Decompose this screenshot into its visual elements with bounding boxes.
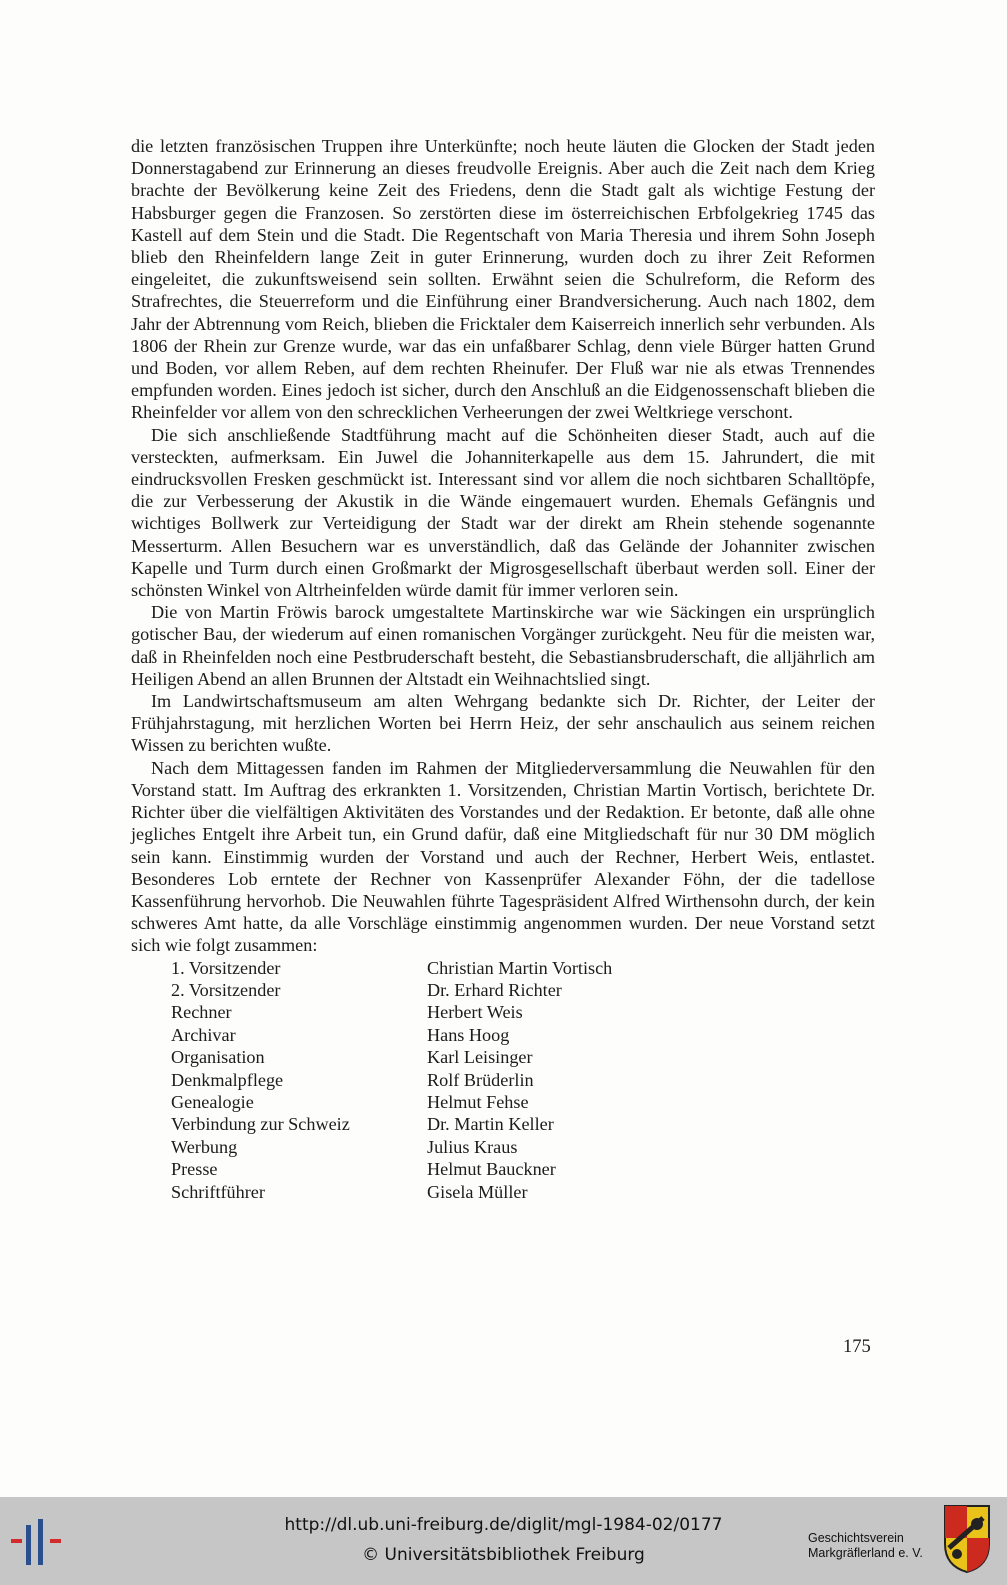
board-member-name: Christian Martin Vortisch (427, 957, 613, 978)
board-member-name: Helmut Bauckner (427, 1159, 556, 1180)
article-body (131, 135, 875, 1203)
publisher-name-line: Markgräflerland e. V. (808, 1546, 923, 1560)
board-member-name: Dr. Erhard Richter (427, 979, 562, 1000)
board-member-row (171, 1001, 875, 1023)
paragraph: die letzten französischen Truppen ihre Unterkünfte; noch heute läuten die Glocken der Stadt jeden Donnerstagabend zur Erinnerung an dieses freudvolle Ereignis. Aber auch die Zeit nach dem Krieg brachte der Bevölkerung keine Zeit des Friedens, denn die Stadt galt als wichtige Festung der Habsburger gegen die Franzosen. So zerstörten diese im österreichischen Erbfolgekrieg 1745 das Kastell auf dem Stein und die Stadt. Die Regentschaft von Maria Theresia und ihrem Sohn Joseph blieb den Rheinfeldern lange Zeit in guter Erinnerung, wurden doch zu ihrer Zeit Reformen eingeleitet, die zukunftsweisend sein sollten. Erwähnt seien die Schulreform, die Reform des Strafrechtes, die Steuerreform und die Einführung einer Brandversicherung. Auch nach 1802, dem Jahr der Abtrennung vom Reich, blieben die Fricktaler dem Kaiserreich innerlich sehr verbunden. Als 1806 der Rhein zur Grenze wurde, war das ein unfaßbarer Schlag, denn viele Bürger hatten Grund und Boden, vor allem Reben, auf dem rechten Rheinufer. Der Fluß war nie als etwas Trennendes empfunden worden. Eines jedoch ist sicher, durch den Anschluß an die Eidgenossenschaft blieben die Rheinfelder vor allem von den schrecklichen Verheerungen der zwei Weltkriege verschont. (131, 136, 875, 423)
board-role: 1. Vorsitzender (171, 957, 281, 978)
page-number: 175 (843, 1337, 871, 1357)
document-url-link[interactable]: http://dl.ub.uni-freiburg.de/diglit/mgl-1984-02/0177 (284, 1515, 723, 1535)
board-member-name: Dr. Martin Keller (427, 1114, 554, 1135)
board-member-name: Karl Leisinger (427, 1047, 533, 1068)
board-member-name: Helmut Fehse (427, 1091, 529, 1112)
board-role: Organisation (171, 1047, 265, 1068)
publisher-name-line: Geschichtsverein (808, 1531, 904, 1545)
coat-of-arms-icon (943, 1504, 991, 1574)
board-member-row (171, 1024, 875, 1046)
board-member-name: Gisela Müller (427, 1181, 528, 1202)
board-member-name: Hans Hoog (427, 1024, 510, 1045)
board-member-row (171, 1181, 875, 1203)
board-member-name: Rolf Brüderlin (427, 1069, 534, 1090)
copyright-text: © Universitätsbibliothek Freiburg (362, 1545, 645, 1565)
board-member-row (171, 1069, 875, 1091)
board-member-row (171, 1046, 875, 1068)
board-role: Verbindung zur Schweiz (171, 1114, 350, 1135)
board-member-row (171, 957, 875, 979)
board-role: Genealogie (171, 1091, 254, 1112)
viewer-footer (0, 1497, 1007, 1585)
board-role: Denkmalpflege (171, 1069, 284, 1090)
board-role: Rechner (171, 1002, 232, 1023)
board-role: Archivar (171, 1024, 236, 1045)
board-member-row (171, 1136, 875, 1158)
board-role: Presse (171, 1159, 218, 1180)
publisher-name (808, 1531, 923, 1561)
paragraph: Die sich anschließende Stadtführung macht auf die Schönheiten dieser Stadt, auch auf die versteckten, aufmerksam. Ein Juwel die Johanniterkapelle aus dem 15. Jahrundert, die mit eindrucksvollen Fresken geschmückt ist. Interessant sind vor allem die noch sichtbaren Schalltöpfe, die zur Verbesserung der Akustik in die Wände eingemauert wurden. Ehemals Gefängnis und wichtiges Bollwerk zur Verteidigung der Stadt war der direkt am Rhein stehende sogenannte Messerturm. Allen Besuchern war es unverständlich, daß das Gelände der Johanniter zwischen Kapelle und Turm durch einen Großmarkt der Migrosgesellschaft überbaut werden soll. Einer der schönsten Winkel von Altrheinfelden würde damit für immer verloren sein. (131, 424, 875, 601)
board-member-row (171, 1113, 875, 1135)
board-member-row (171, 979, 875, 1001)
board-member-name: Julius Kraus (427, 1136, 518, 1157)
board-role: Werbung (171, 1136, 238, 1157)
board-member-list (171, 957, 875, 1203)
paragraph: Die von Martin Fröwis barock umgestaltete Martinskirche war wie Säckingen ein ursprünglich gotischer Bau, der wiederum auf einen romanischen Vorgänger zurückgeht. Neu für die meisten war, daß in Rheinfelden noch eine Pestbruderschaft besteht, die Sebastiansbruderschaft, die alljährlich am Heiligen Abend an allen Brunnen der Altstadt ein Weihnachtslied singt. (131, 602, 875, 689)
paragraph: Nach dem Mittagessen fanden im Rahmen der Mitgliederversammlung die Neuwahlen für den Vorstand statt. Im Auftrag des erkrankten 1. Vorsitzenden, Christian Martin Vortisch, berichtete Dr. Richter über die vielfältigen Aktivitäten des Vorstandes und der Redaktion. Er betonte, daß alle ohne jegliches Entgelt ihre Arbeit tun, ein Grund dafür, daß eine Mitgliedschaft für nur 30 DM möglich sein kann. Einstimmig wurden der Vorstand und auch der Rechner, Herbert Weis, entlastet. Besonderes Lob erntete der Rechner von Kassenprüfer Alexander Föhn, der die tadellose Kassenführung hervorhob. Die Neuwahlen führte Tagespräsident Alfred Wirthensohn durch, der kein schweres Amt hatte, da alle Vorschläge einstimmig angenommen wurden. Der neue Vorstand setzt sich wie folgt zusammen: (131, 757, 875, 956)
board-member-name: Herbert Weis (427, 1002, 523, 1023)
board-member-row (171, 1091, 875, 1113)
board-member-row (171, 1158, 875, 1180)
board-role: Schriftführer (171, 1181, 265, 1202)
board-role: 2. Vorsitzender (171, 979, 281, 1000)
paragraph: Im Landwirtschaftsmuseum am alten Wehrgang bedankte sich Dr. Richter, der Leiter der Frühjahrstagung, mit herzlichen Worten bei Herrn Heiz, der sehr anschaulich aus seinem reichen Wissen zu berichten wußte. (131, 691, 875, 756)
